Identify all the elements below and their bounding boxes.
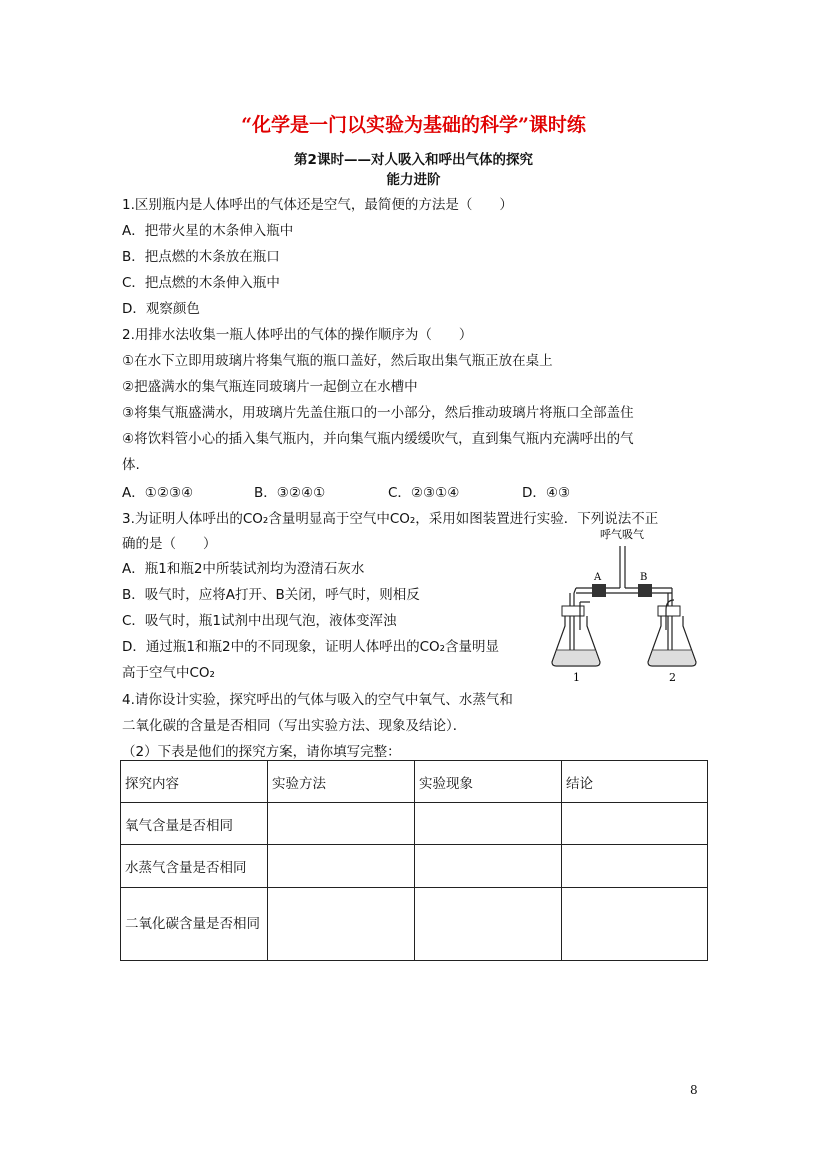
q4-sub-question: （2）下表是他们的探究方案，请你填写完整： bbox=[122, 744, 401, 760]
table-cell[interactable] bbox=[562, 803, 708, 845]
flask1-label: 1 bbox=[573, 671, 580, 684]
q3-option-c: C．吸气时，瓶1试剂中出现气泡，液体变浑浊 bbox=[122, 613, 397, 629]
table-cell[interactable] bbox=[268, 845, 415, 888]
q2-stem: 2.用排水法收集一瓶人体呼出的气体的操作顺序为（ ） bbox=[122, 327, 473, 343]
q3-stem: 3.为证明人体呼出的CO₂含量明显高于空气中CO₂，采用如图装置进行实验．下列说法不正 bbox=[122, 511, 659, 527]
table-cell[interactable] bbox=[562, 888, 708, 961]
q3-option-d: D．通过瓶1和瓶2中的不同现象，证明人体呼出的CO₂含量明显 bbox=[122, 639, 500, 655]
table-cell: 水蒸气含量是否相同 bbox=[121, 845, 268, 888]
section-heading: 能力进阶 bbox=[386, 172, 441, 188]
valve-a-label: A bbox=[594, 572, 602, 583]
table-cell: 二氧化碳含量是否相同 bbox=[121, 888, 268, 961]
q4-stem: 4.请你设计实验，探究呼出的气体与吸入的空气中氧气、水蒸气和 bbox=[122, 692, 513, 708]
q3-option-d-cont: 高于空气中CO₂ bbox=[122, 665, 215, 681]
page-title: “化学是一门以实验为基础的科学”课时练 bbox=[241, 114, 586, 136]
valve-b-label: B bbox=[640, 572, 648, 583]
q2-step-2: ②把盛满水的集气瓶连同玻璃片一起倒立在水槽中 bbox=[122, 379, 418, 395]
table-row bbox=[121, 888, 708, 961]
flask2-liquid bbox=[649, 650, 695, 665]
q2-option-d: D．④③ bbox=[522, 485, 571, 501]
q1-option-c: C．把点燃的木条伸入瓶中 bbox=[122, 275, 280, 291]
q2-step-3: ③将集气瓶盛满水，用玻璃片先盖住瓶口的一小部分，然后推动玻璃片将瓶口全部盖住 bbox=[122, 405, 634, 421]
header-cell: 探究内容 bbox=[121, 761, 268, 803]
q2-step-4-cont: 体. bbox=[122, 457, 140, 473]
table-cell[interactable] bbox=[415, 888, 562, 961]
q2-step-1: ①在水下立即用玻璃片将集气瓶的瓶口盖好，然后取出集气瓶正放在桌上 bbox=[122, 353, 553, 369]
q1-option-a: A．把带火星的木条伸入瓶中 bbox=[122, 223, 294, 239]
q1-option-b: B．把点燃的木条放在瓶口 bbox=[122, 249, 280, 265]
q2-option-c: C．②③①④ bbox=[388, 485, 460, 501]
q3-option-a: A．瓶1和瓶2中所装试剂均为澄清石灰水 bbox=[122, 561, 365, 577]
table-cell[interactable] bbox=[268, 888, 415, 961]
figure-top-label: 呼气吸气 bbox=[600, 528, 644, 541]
table-cell[interactable] bbox=[415, 845, 562, 888]
q1-stem: 1.区别瓶内是人体呼出的气体还是空气，最简便的方法是（ ） bbox=[122, 197, 513, 213]
q2-option-b: B．③②④① bbox=[254, 485, 326, 501]
q3-option-b: B．吸气时，应将A打开、B关闭，呼气时，则相反 bbox=[122, 587, 420, 603]
q2-option-a: A．①②③④ bbox=[122, 485, 194, 501]
table-cell[interactable] bbox=[562, 845, 708, 888]
valve-b bbox=[638, 584, 652, 597]
flask2-label: 2 bbox=[669, 671, 676, 684]
q1-option-d: D．观察颜色 bbox=[122, 301, 200, 317]
table-header-row bbox=[121, 761, 708, 803]
q2-options bbox=[122, 481, 570, 501]
flask1-stopper bbox=[562, 606, 584, 616]
flask2-stopper bbox=[658, 606, 680, 616]
table-row bbox=[121, 845, 708, 888]
q4-stem-cont: 二氧化碳的含量是否相同（写出实验方法、现象及结论）． bbox=[122, 718, 467, 734]
q3-stem-cont: 确的是（ ） bbox=[122, 536, 217, 552]
valve-a bbox=[592, 584, 606, 597]
answer-table bbox=[120, 760, 708, 961]
q2-step-4: ④将饮料管小心的插入集气瓶内，并向集气瓶内缓缓吹气，直到集气瓶内充满呼出的气 bbox=[122, 431, 634, 447]
table-cell[interactable] bbox=[415, 803, 562, 845]
header-cell: 结论 bbox=[562, 761, 708, 803]
table-cell[interactable] bbox=[268, 803, 415, 845]
table-cell: 氧气含量是否相同 bbox=[121, 803, 268, 845]
header-cell: 实验现象 bbox=[415, 761, 562, 803]
lesson-subtitle: 第2课时——对人吸入和呼出气体的探究 bbox=[294, 152, 533, 168]
header-cell: 实验方法 bbox=[268, 761, 415, 803]
table-row bbox=[121, 803, 708, 845]
apparatus-figure bbox=[548, 526, 718, 684]
page-number: 8 bbox=[690, 1083, 698, 1097]
flask1-liquid bbox=[553, 650, 599, 665]
